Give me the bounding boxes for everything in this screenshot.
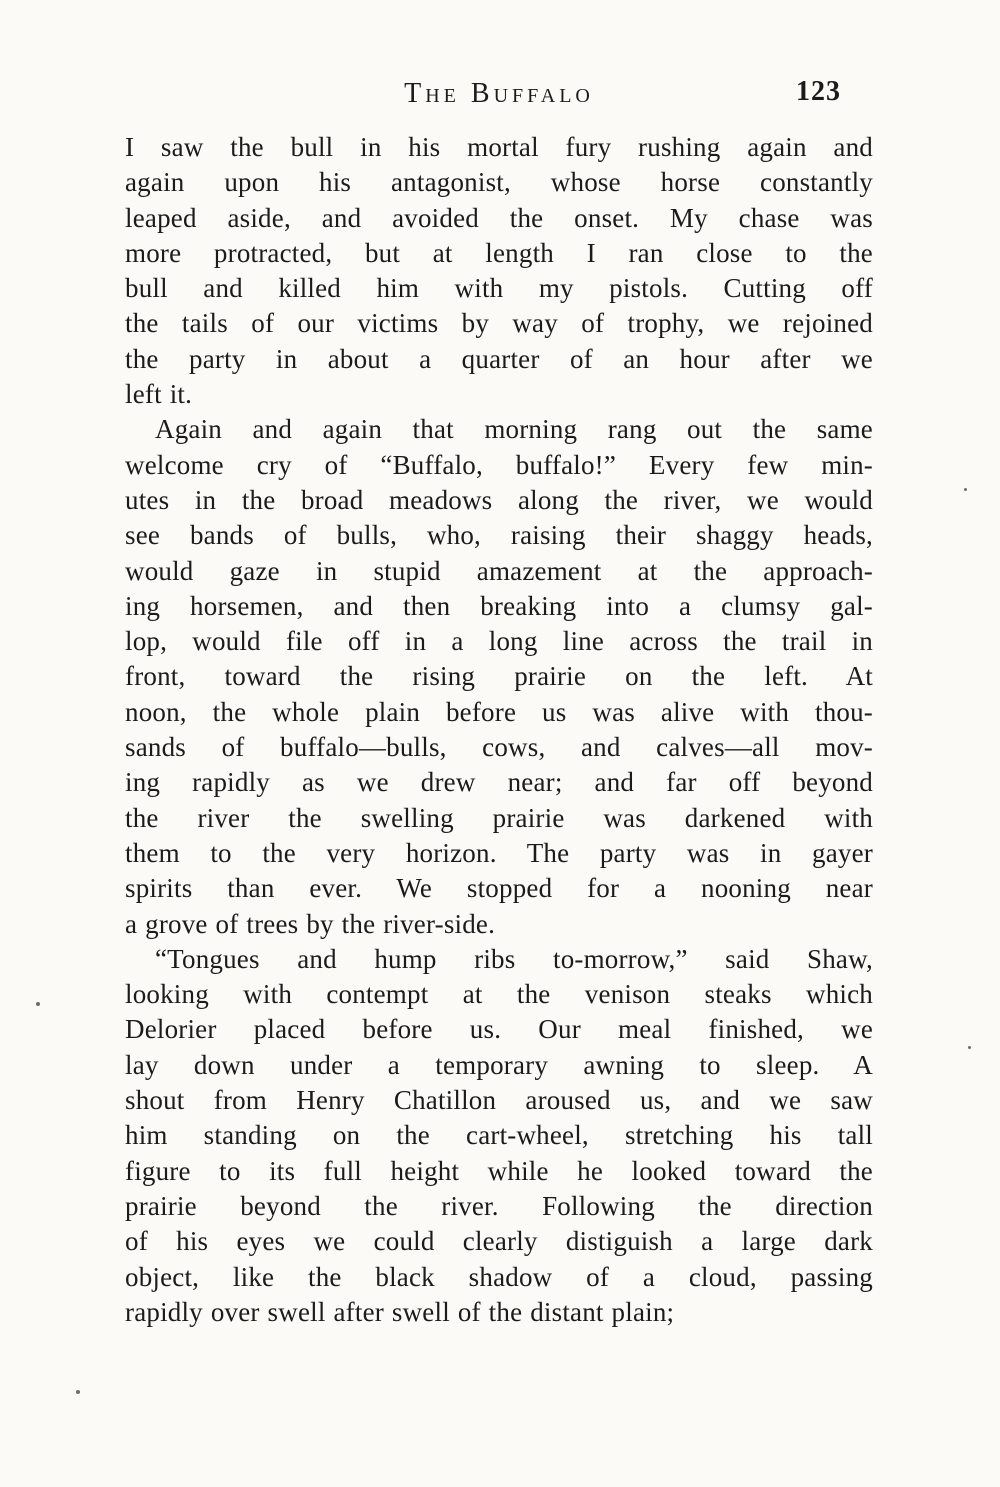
- page-title: The Buffalo: [404, 78, 594, 109]
- text-line: lop, would file off in a long line across the trail in: [125, 626, 873, 657]
- page-number: 123: [796, 76, 841, 107]
- text-line: left it.: [125, 379, 193, 410]
- text-line: ing rapidly as we drew near; and far off beyond: [125, 767, 873, 798]
- text-line: leaped aside, and avoided the onset. My chase was: [125, 202, 873, 233]
- text-line: Again and again that morning rang out the same: [155, 414, 873, 445]
- text-line: the party in about a quarter of an hour after we: [125, 343, 873, 374]
- text-line: utes in the broad meadows along the river, we would: [125, 484, 873, 515]
- text-line: the tails of our victims by way of trophy, we rejoined: [125, 308, 873, 339]
- scan-speck: [968, 1046, 971, 1049]
- text-line: prairie beyond the river. Following the direction: [125, 1190, 873, 1221]
- text-line: them to the very horizon. The party was in gayer: [125, 837, 873, 868]
- text-line: more protracted, but at length I ran close to the: [125, 237, 873, 268]
- text-line: see bands of bulls, who, raising their shaggy heads,: [125, 520, 873, 551]
- text-line: object, like the black shadow of a cloud, passing: [125, 1261, 873, 1292]
- scan-speck: [36, 1002, 40, 1006]
- paragraph: [125, 942, 873, 1330]
- text-line: of his eyes we could clearly distiguish a large dark: [125, 1226, 873, 1257]
- text-line: sands of buffalo—bulls, cows, and calves—all mov-: [125, 732, 873, 763]
- text-line: again upon his antagonist, whose horse constantly: [125, 167, 873, 198]
- text-line: figure to its full height while he looked toward the: [125, 1155, 873, 1186]
- text-line: shout from Henry Chatillon aroused us, and we saw: [125, 1085, 873, 1116]
- text-line: would gaze in stupid amazement at the approach-: [125, 555, 873, 586]
- text-line: a grove of trees by the river-side.: [125, 908, 496, 939]
- text-line: I saw the bull in his mortal fury rushing again and: [125, 132, 873, 162]
- page-header: [125, 78, 873, 120]
- text-line: him standing on the cart-wheel, stretching his tall: [125, 1120, 873, 1151]
- paragraph: [125, 412, 873, 941]
- text-line: welcome cry of “Buffalo, buffalo!” Every few min-: [125, 449, 873, 480]
- text-line: looking with contempt at the venison steaks which: [125, 979, 873, 1010]
- text-line: front, toward the rising prairie on the left. At: [125, 661, 873, 692]
- text-line: the river the swelling prairie was darkened with: [125, 802, 873, 833]
- text-line: bull and killed him with my pistols. Cutting off: [125, 273, 873, 304]
- text-line: spirits than ever. We stopped for a nooning near: [125, 873, 873, 904]
- text-line: Delorier placed before us. Our meal finished, we: [125, 1014, 873, 1045]
- text-line: rapidly over swell after swell of the distant plain;: [125, 1296, 675, 1327]
- text-line: ing horsemen, and then breaking into a clumsy gal-: [125, 590, 873, 621]
- text-line: noon, the whole plain before us was alive with thou-: [125, 696, 873, 727]
- scan-speck: [964, 488, 967, 491]
- text-line: “Tongues and hump ribs to-morrow,” said Shaw,: [155, 943, 873, 974]
- scan-speck: [76, 1390, 80, 1394]
- page-body: [125, 130, 873, 1330]
- paragraph: [125, 130, 873, 412]
- text-line: lay down under a temporary awning to sleep. A: [125, 1049, 873, 1080]
